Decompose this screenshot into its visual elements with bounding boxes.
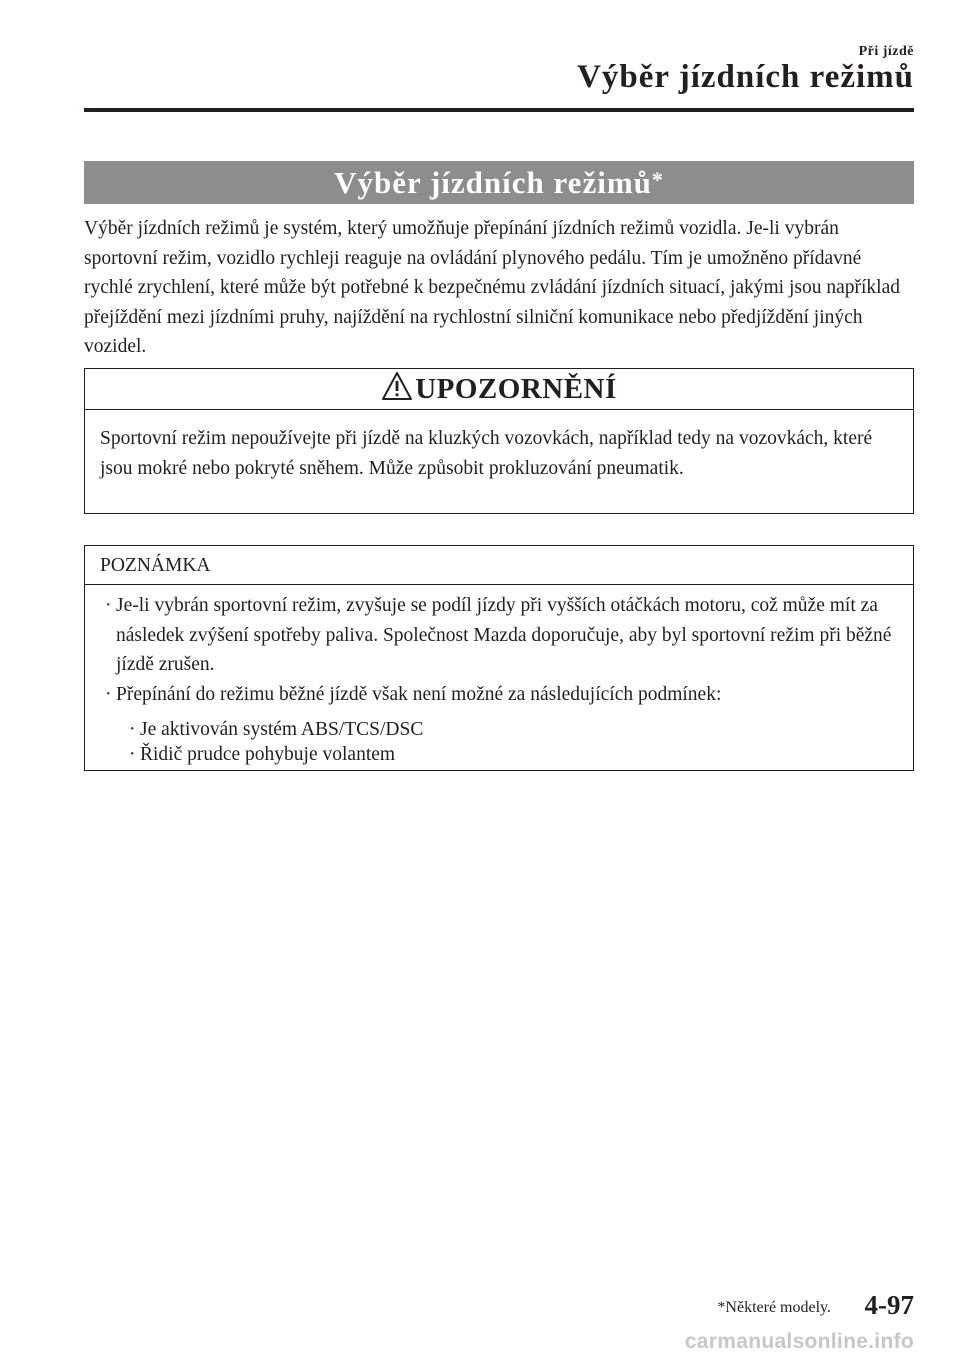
note-item xyxy=(105,680,899,768)
note-title: POZNÁMKA xyxy=(85,546,913,585)
caution-title: UPOZORNĚNÍ xyxy=(415,373,617,405)
note-sub-list xyxy=(116,717,899,767)
bullet-mark: · xyxy=(129,719,136,741)
note-sub-item-text: Řidič prudce pohybuje volantem xyxy=(140,744,396,766)
note-item xyxy=(105,591,899,680)
page-number: 4-97 xyxy=(864,1290,914,1320)
section-heading-text: Výběr jízdních režimů xyxy=(334,165,652,200)
intro-paragraph: Výběr jízdních režimů je systém, který umožňuje přepínání jízdních režimů vozidla. Je-li vybrán sportovní režim, vozidlo rychleji reaguje na ovládání plynového pedálu. Tím je umožněno přídavné rychlé zrychlení, které může být potřebné k bezpečnému zvládání jízdních situací, jakými jsou například přejíždění mezi jízdními pruhy, najíždění na rychlostní silniční komunikace nebo předjíždění jiných vozidel. xyxy=(84,218,900,358)
section-heading xyxy=(84,161,914,204)
optional-equipment-marker: * xyxy=(651,167,664,192)
caution-box xyxy=(84,368,914,514)
note-sub-item xyxy=(129,717,899,742)
note-sub-item-text: Je aktivován systém ABS/TCS/DSC xyxy=(140,719,424,741)
running-page-title: Výběr jízdních režimů xyxy=(577,59,914,95)
note-item-text: Je-li vybrán sportovní režim, zvyšuje se podíl jízdy při vyšších otáčkách motoru, což může mít za následek zvýšení spotřeby paliva. Společnost Mazda doporučuje, aby byl sportovní režim při běžné jízdě zrušen. xyxy=(116,595,892,676)
footnote: *Některé modely. xyxy=(717,1299,831,1316)
note-item-text: Přepínání do režimu běžné jízdě však není možné za následujících podmínek: xyxy=(116,683,722,705)
running-section-label: Při jízdě xyxy=(858,44,914,59)
note-box xyxy=(84,545,914,771)
bullet-mark: · xyxy=(105,595,112,616)
bullet-mark: · xyxy=(105,683,112,705)
watermark-text: carmanualsonline.info xyxy=(684,1330,914,1353)
warning-triangle-icon xyxy=(381,371,413,401)
caution-header xyxy=(85,369,913,410)
note-sub-item xyxy=(129,742,899,767)
header-rule xyxy=(84,108,914,112)
bullet-mark: · xyxy=(129,744,136,766)
caution-text: Sportovní režim nepoužívejte při jízdě na kluzkých vozovkách, například tedy na vozovkách, které jsou mokré nebo pokryté sněhem. Může způsobit prokluzování pneumatik. xyxy=(100,428,873,479)
note-list xyxy=(85,585,913,767)
